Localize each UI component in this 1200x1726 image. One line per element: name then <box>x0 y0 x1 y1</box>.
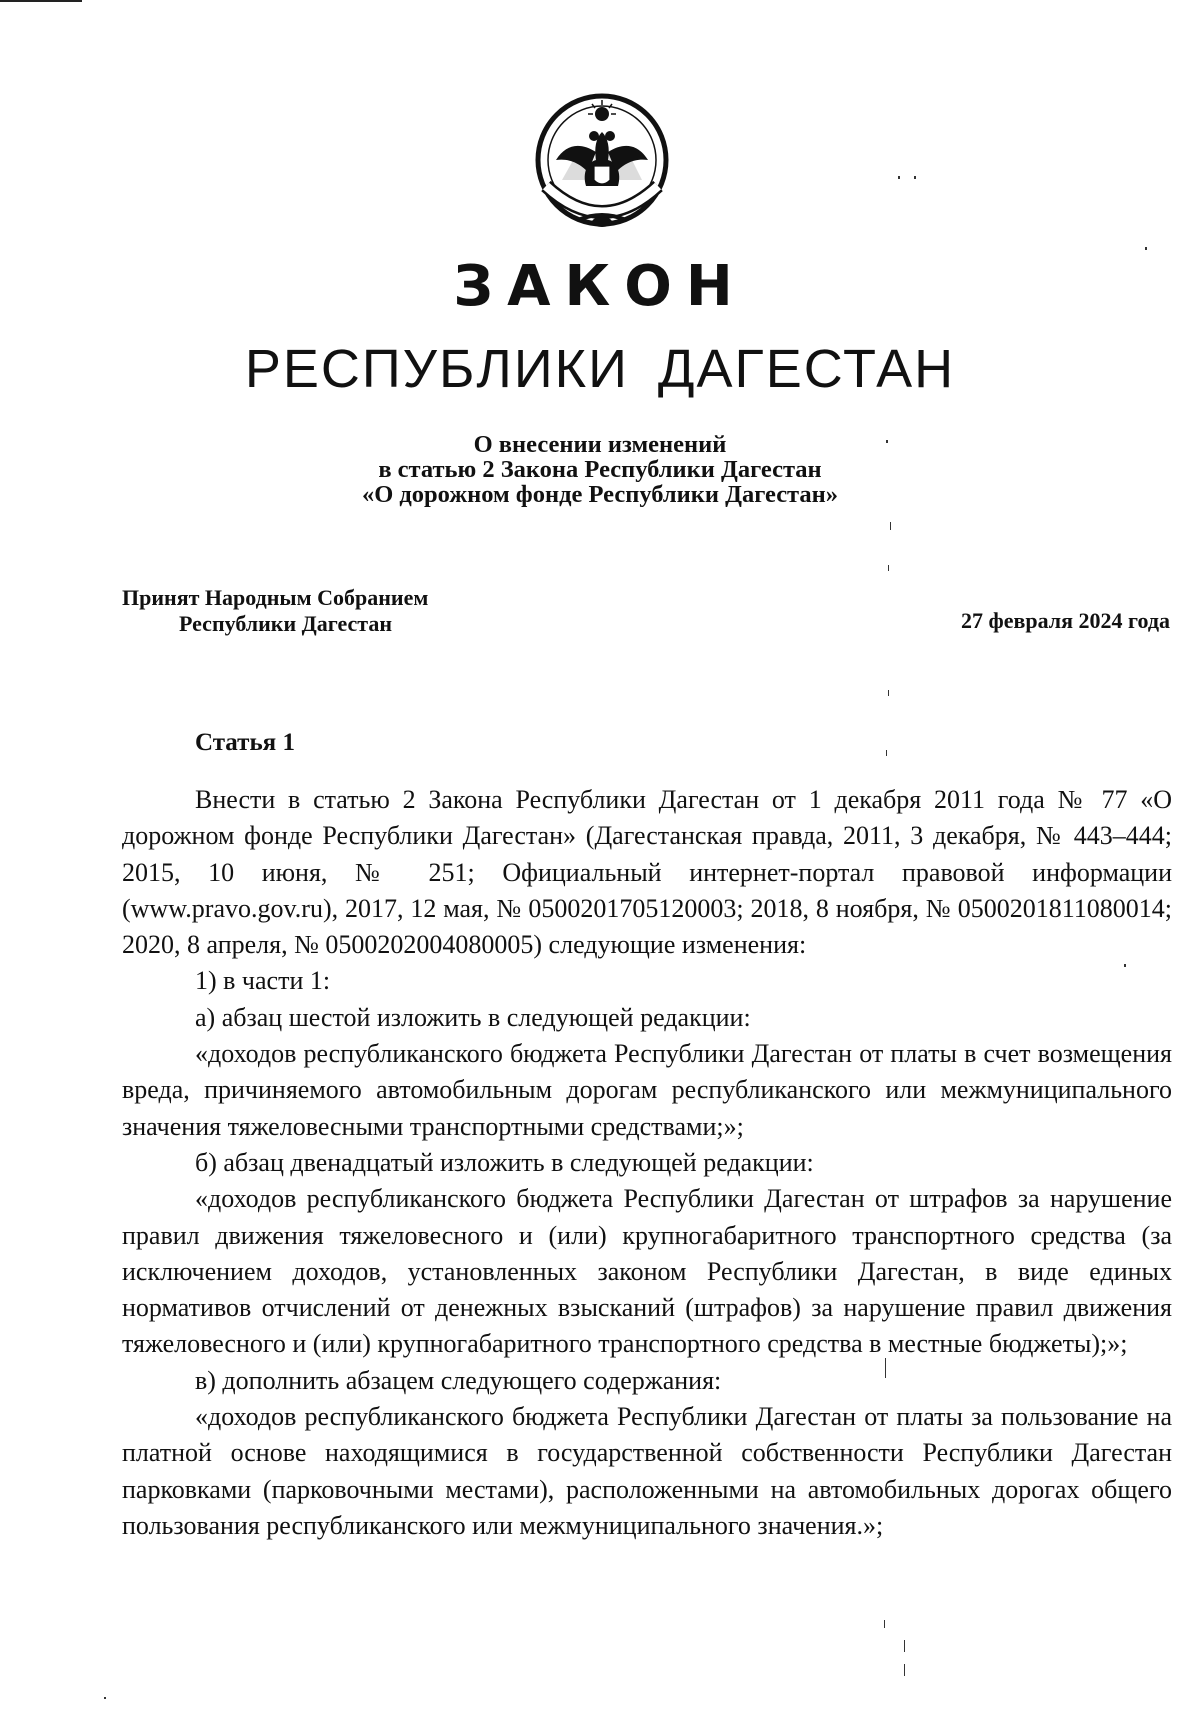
article-paragraph: б) абзац двенадцатый изложить в следующей редакции: <box>195 1147 814 1177</box>
scan-speck <box>888 565 889 571</box>
article-paragraph: 1) в части 1: <box>195 966 331 996</box>
scan-speck <box>884 1620 885 1628</box>
article-paragraph: а) абзац шестой изложить в следующей редакции: <box>195 1002 751 1032</box>
scan-speck <box>886 440 888 443</box>
scan-speck <box>885 1358 886 1378</box>
law-name-line: в статью 2 Закона Республики Дагестан <box>378 456 822 483</box>
document-subtitle: РЕСПУБЛИКИ ДАГЕСТАН <box>244 339 956 399</box>
article-paragraph: в) дополнить абзацем следующего содержания: <box>195 1365 722 1395</box>
article-paragraph: «доходов республиканского бюджета Республики Дагестан от платы за пользование на платной основе находящимися в государственной собственности Республики Дагестан парковками (парковочными местами), расположенными на автомобильных дорогах общего пользования республиканского или межмуниципального значения.»; <box>122 1402 1172 1540</box>
article-paragraph: «доходов республиканского бюджета Республики Дагестан от штрафов за нарушение правил движения тяжеловесного и (или) крупногабаритного транспортного средства (за исключением доходов, установленных законом Республики Дагестан, в виде единых нормативов отчислений от денежных взысканий (штрафов) за нарушение правил движения тяжеловесного и (или) крупногабаритного транспортного средства в местные бюджеты);»; <box>122 1184 1172 1359</box>
dagestan-coat-of-arms-icon <box>522 82 682 242</box>
law-name-line: О внесении изменений <box>473 431 727 458</box>
law-name-line: «О дорожном фонде Республики Дагестан» <box>361 481 839 508</box>
scan-speck <box>890 522 891 530</box>
article-body <box>122 782 1172 1544</box>
adoption-date: 27 февраля 2024 года <box>961 608 1170 633</box>
scan-speck <box>898 176 900 179</box>
scan-speck <box>104 1697 106 1699</box>
law-name <box>0 432 1200 507</box>
adoption-line: Принят Народным Собранием <box>122 585 429 610</box>
scan-speck <box>1145 247 1147 250</box>
scan-speck <box>886 750 887 756</box>
scan-speck <box>904 1640 905 1652</box>
adoption-line: Республики Дагестан <box>179 611 393 636</box>
scan-edge-mark <box>0 0 82 2</box>
document-title: ЗАКОН <box>453 254 747 319</box>
adoption-body <box>122 585 428 637</box>
scan-speck <box>914 176 916 179</box>
scan-speck <box>1124 964 1126 967</box>
article-paragraph: Внести в статью 2 Закона Республики Дагестан от 1 декабря 2011 года № 77 «О дорожном фонде Республики Дагестан» (Дагестанская правда, 2011, 3 декабря, № 443–444; 2015, 10 июня, № 251; Официальный интернет-портал правовой информации (www.pravo.gov.ru), 2017, 12 мая, № 0500201705120003; 2018, 8 ноября, № 0500201811080014; 2020, 8 апреля, № 0500202004080005) следующие изменения: <box>122 785 1172 960</box>
article-title: Статья 1 <box>195 729 295 756</box>
article-paragraph: «доходов республиканского бюджета Республики Дагестан от платы в счет возмещения вреда, причиняемого автомобильным дорогам республиканского или межмуниципального значения тяжеловесными транспортными средствами;»; <box>122 1039 1172 1141</box>
scan-speck <box>904 1664 905 1676</box>
scan-speck <box>888 690 889 696</box>
